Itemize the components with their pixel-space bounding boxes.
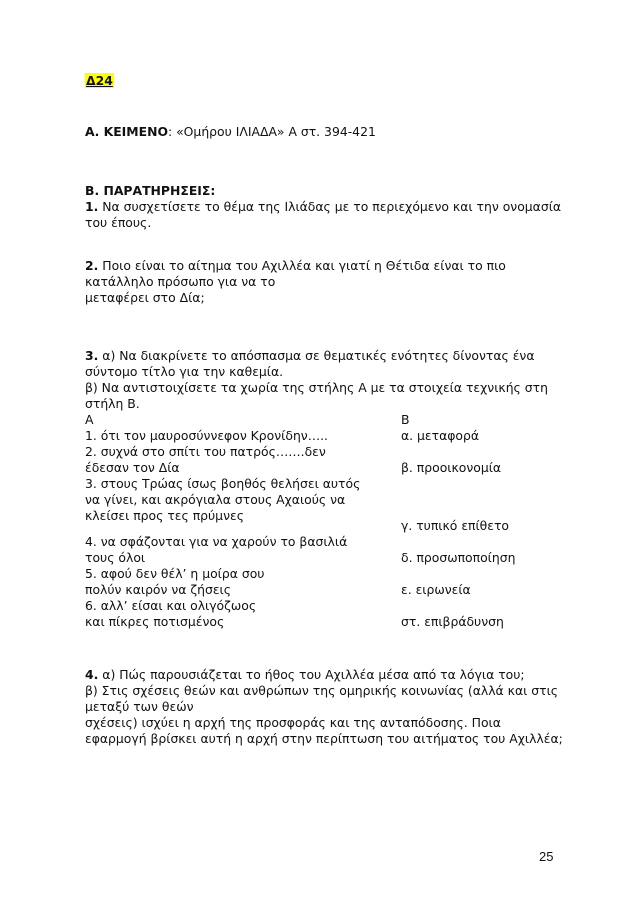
section-a-text: : «Ομήρου ΙΛΙΑΔΑ» Α στ. 394-421 <box>167 124 376 139</box>
q4-line-5: εφαρμογή βρίσκει αυτή η αρχή στην περίπτωση του αιτήματος του Αχιλλέα; <box>85 731 563 746</box>
q4-line-2: β) Στις σχέσεις θεών και ανθρώπων της ομηρικής κοινωνίας (αλλά και στις <box>85 683 559 698</box>
q2-line-3: μεταφέρει στο Δία; <box>85 290 205 305</box>
section-b-heading <box>85 183 215 199</box>
q4-text-1: α) Πώς παρουσιάζεται το ήθος του Αχιλλέα μέσα από τα λόγια του; <box>98 667 525 682</box>
column-b-item: α. μεταφορά <box>401 428 480 443</box>
section-a-heading <box>85 124 376 140</box>
q3-text-1: α) Να διακρίνετε το απόσπασμα σε θεματικές ενότητες δίνοντας ένα <box>98 348 535 363</box>
q3-line-3: β) Να αντιστοιχίσετε τα χωρία της στήλης Α με τα στοιχεία τεχνικής στη <box>85 380 548 395</box>
q3-number: 3. <box>85 348 99 363</box>
q1-number: 1. <box>85 199 99 214</box>
column-a-item: 1. ότι τον μαυροσύννεφον Κρονίδην….. <box>85 428 328 443</box>
q1-line-2: του έπους. <box>85 215 152 230</box>
q2-number: 2. <box>85 258 99 273</box>
column-a-item: έδεσαν τον Δία <box>85 460 180 475</box>
column-a-item: πολύν καιρόν να ζήσεις <box>85 582 232 597</box>
q4-line-1 <box>85 667 525 683</box>
column-a-item: κλείσει προς τες πρύμνες <box>85 508 244 523</box>
q4-line-3: μεταξύ των θεών <box>85 699 194 714</box>
column-a-item: 6. αλλ’ είσαι και ολιγόζωος <box>85 598 257 613</box>
q3-line-4: στήλη Β. <box>85 396 140 411</box>
column-a-item: 4. να σφάζονται για να χαρούν το βασιλιά <box>85 534 348 549</box>
column-b-item: ε. ειρωνεία <box>401 582 471 597</box>
q1-text-1: Να συσχετίσετε το θέμα της Ιλιάδας με το περιεχόμενο και την ονομασία <box>98 199 562 214</box>
column-a-item: 2. συχνά στο σπίτι του πατρός…….δεν <box>85 444 326 459</box>
column-b-header: Β <box>401 412 410 427</box>
page-number: 25 <box>539 849 554 864</box>
section-b-label: Β. ΠΑΡΑΤΗΡΗΣΕΙΣ: <box>85 183 216 198</box>
q4-line-4: σχέσεις) ισχύει η αρχή της προσφοράς και της ανταπόδοσης. Ποια <box>85 715 501 730</box>
column-a-item: 3. στους Τρώας ίσως βοηθός θελήσει αυτός <box>85 476 361 491</box>
column-b-item: δ. προσωποποίηση <box>401 550 516 565</box>
column-a-item: και πίκρες ποτισμένος <box>85 614 225 629</box>
q3-line-2: σύντομο τίτλο για την καθεμία. <box>85 364 284 379</box>
q1-line-1 <box>85 199 561 215</box>
q2-text-1: Ποιο είναι το αίτημα του Αχιλλέα και γιατί η Θέτιδα είναι το πιο <box>98 258 506 273</box>
q2-line-2: κατάλληλο πρόσωπο για να το <box>85 274 276 289</box>
column-a-item: τους όλοι <box>85 550 146 565</box>
section-tag-text: Δ24 <box>86 73 113 88</box>
column-b-item: γ. τυπικό επίθετο <box>401 518 509 533</box>
column-b-item: στ. επιβράδυνση <box>401 614 504 629</box>
column-b-item: β. προοικονομία <box>401 460 502 475</box>
q2-line-1 <box>85 258 506 274</box>
column-a-header: Α <box>85 412 94 427</box>
section-a-label: Α. ΚΕΙΜΕΝΟ <box>85 124 168 139</box>
column-a-item: να γίνει, και ακρόγιαλα στους Αχαιούς να <box>85 492 346 507</box>
column-a-item: 5. αφού δεν θέλ’ η μοίρα σου <box>85 566 265 581</box>
section-tag <box>85 73 114 89</box>
q4-number: 4. <box>85 667 99 682</box>
q3-line-1 <box>85 348 535 364</box>
